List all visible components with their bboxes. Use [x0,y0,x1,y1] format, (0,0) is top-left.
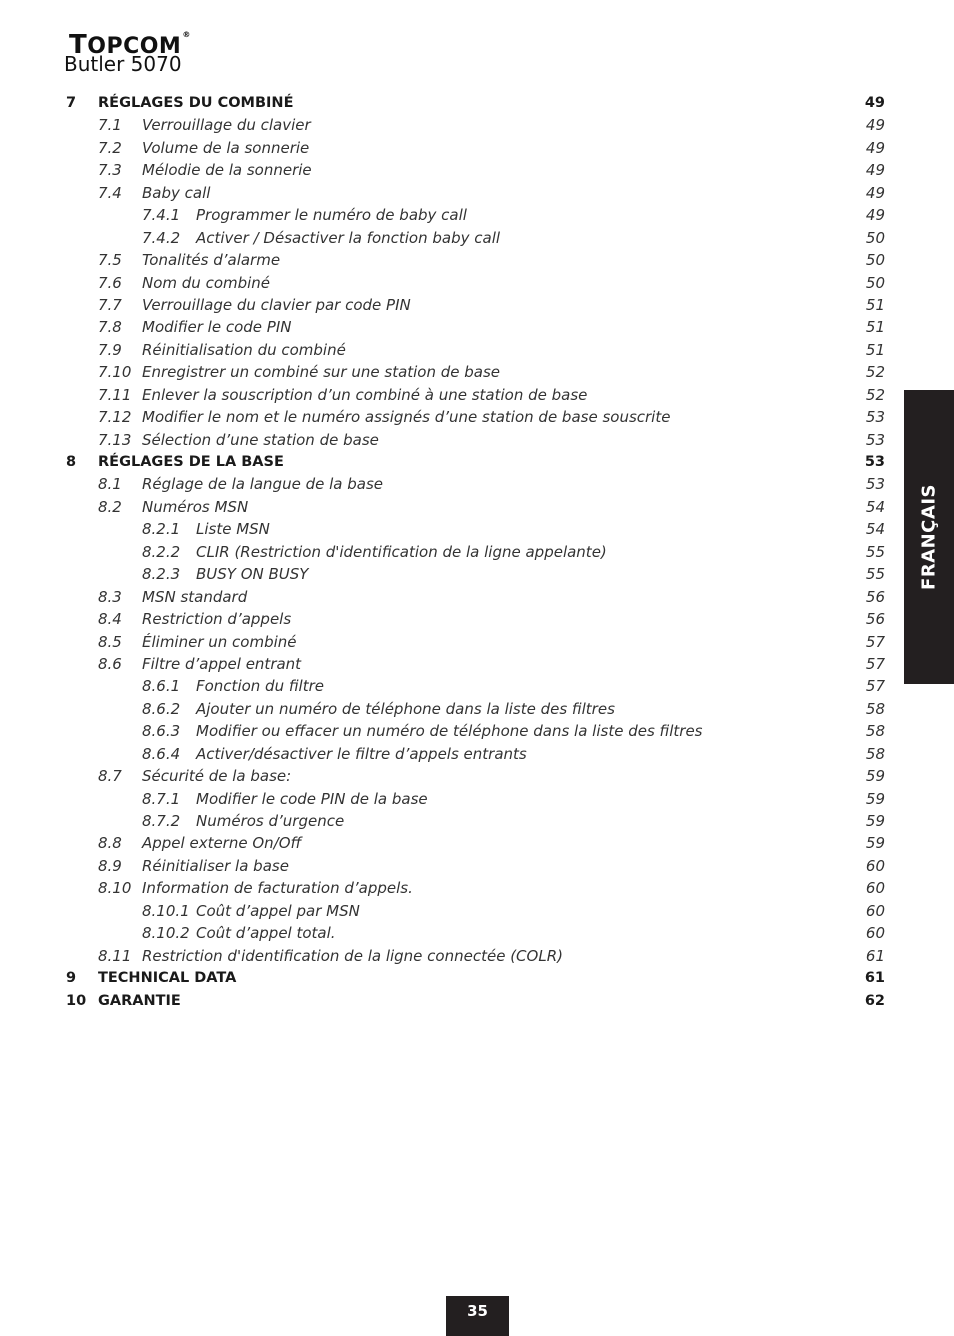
toc-entry-title: CLIR (Restriction d'identification de la ligne appelante) [196,542,607,561]
toc-entry-title: Appel externe On/Off [142,834,302,853]
toc-entry-title: RÉGLAGES DU COMBINÉ [98,95,294,111]
toc-entry-number: 8.6.3 [142,722,181,741]
toc-entry-number: 10 [66,992,87,1009]
toc-entry-page: 59 [865,767,885,786]
toc-entry-title: Nom du combiné [142,273,271,292]
toc-entry-number: 9 [66,970,77,987]
toc-entry [0,631,954,653]
toc-entry [0,743,954,765]
toc-entry-number: 7.13 [98,430,132,449]
toc-entry [0,608,954,630]
toc-entry-title: Restriction d’appels [142,610,292,629]
page-number: 35 [446,1296,509,1336]
toc-entry-page: 60 [865,901,885,920]
brand-logo: TOPCOM® [69,30,191,60]
toc-entry-page: 49 [865,138,885,157]
toc-entry-title: Éliminer un combiné [142,632,297,651]
toc-entry-page: 51 [865,340,885,359]
toc-entry-page: 51 [865,318,885,337]
toc-entry-number: 8.7 [98,767,122,786]
toc-entry [0,406,954,428]
toc-entry-title: Numéros d’urgence [196,812,345,830]
toc-entry-title: Modifier le code PIN [142,318,292,337]
toc-entry [0,384,954,406]
toc-entry-title: Réinitialiser la base [142,856,289,875]
toc-entry [0,316,954,338]
toc-entry [0,249,954,271]
toc-entry-page: 53 [865,408,885,427]
toc-entry-number: 7.4.1 [142,206,181,225]
toc-entry-page: 52 [865,385,885,404]
toc-entry-page: 50 [865,228,885,247]
toc-entry-title: Fonction du filtre [196,677,324,696]
toc-entry [0,922,954,944]
toc-entry [0,114,954,136]
toc-entry-title: BUSY ON BUSY [196,565,309,584]
toc-entry [0,339,954,361]
toc-entry-title: Liste MSN [196,520,270,539]
toc-entry-number: 7.7 [98,295,122,314]
toc-entry-page: 50 [865,251,885,270]
toc-entry-page: 53 [864,454,885,470]
toc-entry [0,429,954,451]
toc-entry [0,698,954,720]
toc-entry-title: Ajouter un numéro de téléphone dans la liste des filtres [196,699,615,718]
toc-entry-title: Réinitialisation du combiné [142,340,346,359]
toc-entry-title: Activer/désactiver le filtre d’appels entrants [196,744,527,763]
toc-entry-number: 8.7.2 [142,812,181,830]
toc-entry-page: 59 [865,812,885,830]
toc-entry [0,810,954,832]
toc-entry-page: 54 [865,497,885,516]
toc-entry-page: 56 [865,610,885,629]
toc-entry-page: 53 [865,475,885,494]
toc-entry-title: Sécurité de la base: [142,767,292,786]
toc-entry-page: 60 [865,879,885,898]
toc-entry [0,877,954,899]
toc-entry [0,541,954,563]
toc-entry-number: 7.12 [98,408,132,427]
toc-entry-title: Modifier le nom et le numéro assignés d’une station de base souscrite [142,408,671,427]
toc-entry-number: 7.4 [98,183,122,202]
toc-entry [0,720,954,742]
toc-entry-title: Verrouillage du clavier [142,116,311,135]
toc-entry [0,137,954,159]
language-tab [904,390,954,684]
toc-entry-title: Coût d’appel total. [196,924,336,943]
toc-entry-page: 59 [865,789,885,808]
toc-entry-page: 62 [864,992,885,1009]
toc-entry-title: Baby call [142,183,211,202]
toc-entry [0,855,954,877]
toc-entry [0,294,954,316]
toc-entry-page: 53 [865,430,885,449]
toc-entry-title: GARANTIE [98,992,181,1009]
toc-entry-number: 8.8 [98,834,122,853]
toc-entry-page: 55 [865,565,885,584]
toc-entry-title: Volume de la sonnerie [142,138,310,157]
toc-entry [0,967,954,989]
toc-entry [0,204,954,226]
toc-entry-title: Programmer le numéro de baby call [196,206,467,225]
toc-entry-page: 57 [865,654,885,673]
toc-entry-page: 60 [865,856,885,875]
toc-entry [0,765,954,787]
toc-entry-title: Tonalités d’alarme [142,251,281,270]
toc-entry-title: Verrouillage du clavier par code PIN [142,295,411,314]
toc-entry-page: 49 [865,161,885,180]
toc-entry-title: Enlever la souscription d’un combiné à une station de base [142,385,588,404]
toc-entry [0,361,954,383]
product-title: Butler 5070 [64,52,182,76]
toc-entry-title: Réglage de la langue de la base [142,475,383,494]
toc-entry [0,788,954,810]
toc-entry-title: Modifier ou effacer un numéro de téléphone dans la liste des filtres [196,722,703,741]
toc-entry-number: 8.4 [98,610,122,629]
toc-entry-page: 61 [864,970,885,987]
toc-entry-number: 7.10 [98,363,132,382]
toc-entry-page: 52 [865,363,885,382]
toc-entry-title: MSN standard [142,587,248,606]
toc-entry-number: 8.10 [98,879,132,898]
toc-entry-number: 8.2.2 [142,542,181,561]
toc-entry-page: 56 [865,587,885,606]
toc-entry-number: 8.2.3 [142,565,181,584]
toc-entry-title: Numéros MSN [142,497,249,516]
toc-entry-number: 8.6.1 [142,677,181,696]
toc-entry-number: 8.3 [98,587,122,606]
toc-entry-page: 57 [865,632,885,651]
toc-entry-page: 54 [865,520,885,539]
toc-entry-number: 8.6.4 [142,744,181,763]
toc-entry-title: Information de facturation d’appels. [142,879,413,898]
toc-entry-page: 59 [865,834,885,853]
toc-entry-title: Activer / Désactiver la fonction baby call [196,228,501,247]
toc-entry-page: 49 [864,95,885,111]
toc-entry-page: 58 [865,699,885,718]
toc-entry [0,945,954,967]
toc-entry-page: 49 [865,206,885,225]
toc-entry-number: 8.10.1 [142,901,190,920]
toc-entry [0,473,954,495]
toc-entry-number: 7.11 [98,385,132,404]
toc-entry-page: 50 [865,273,885,292]
toc-entry [0,675,954,697]
toc-entry [0,451,954,473]
toc-entry [0,832,954,854]
toc-entry-page: 57 [865,677,885,696]
toc-entry-number: 8.9 [98,856,122,875]
toc-entry-title: Sélection d’une station de base [142,430,379,449]
toc-entry-page: 49 [865,183,885,202]
toc-entry [0,496,954,518]
toc-entry-number: 8.2.1 [142,520,181,539]
toc-entry [0,586,954,608]
toc-entry-number: 7.4.2 [142,228,181,247]
toc-entry [0,653,954,675]
toc-entry-number: 8.6.2 [142,699,181,718]
language-tab-label: FRANÇAIS [918,484,940,590]
toc-entry-page: 51 [865,295,885,314]
toc-entry [0,518,954,540]
toc-entry-title: RÉGLAGES DE LA BASE [98,454,284,470]
toc-entry-title: Coût d’appel par MSN [196,901,360,920]
toc-entry-number: 8.6 [98,654,122,673]
toc-entry-number: 7.5 [98,251,122,270]
toc-entry-number: 8.5 [98,632,122,651]
toc-entry [0,900,954,922]
toc-entry-page: 58 [865,722,885,741]
toc-entry-number: 7.1 [98,116,122,135]
toc-entry-page: 55 [865,542,885,561]
toc-entry-number: 8.7.1 [142,789,181,808]
toc-entry-page: 60 [865,924,885,943]
toc-entry-title: TECHNICAL DATA [98,970,237,987]
toc-entry [0,563,954,585]
toc-entry-number: 7.8 [98,318,122,337]
toc-entry-title: Restriction d'identification de la ligne connectée (COLR) [142,946,563,965]
table-of-contents [0,92,954,1012]
toc-entry [0,92,954,114]
toc-entry-number: 7.3 [98,161,122,180]
toc-entry-page: 58 [865,744,885,763]
toc-entry-page: 49 [865,116,885,135]
toc-entry-title: Filtre d’appel entrant [142,654,302,673]
toc-entry [0,182,954,204]
toc-entry [0,159,954,181]
toc-entry-title: Enregistrer un combiné sur une station de base [142,363,501,382]
toc-entry-title: Mélodie de la sonnerie [142,161,312,180]
toc-entry [0,990,954,1012]
toc-entry-number: 8 [66,454,77,470]
toc-entry-number: 7.2 [98,138,122,157]
toc-entry-number: 8.1 [98,475,122,494]
toc-entry-number: 8.10.2 [142,924,190,943]
toc-entry-number: 8.2 [98,497,122,516]
toc-entry [0,227,954,249]
toc-entry-number: 7.6 [98,273,122,292]
toc-entry-title: Modifier le code PIN de la base [196,789,428,808]
toc-entry-number: 7.9 [98,340,122,359]
toc-entry-number: 8.11 [98,946,132,965]
toc-entry-number: 7 [66,95,77,111]
toc-entry [0,272,954,294]
toc-entry-page: 61 [865,946,885,965]
